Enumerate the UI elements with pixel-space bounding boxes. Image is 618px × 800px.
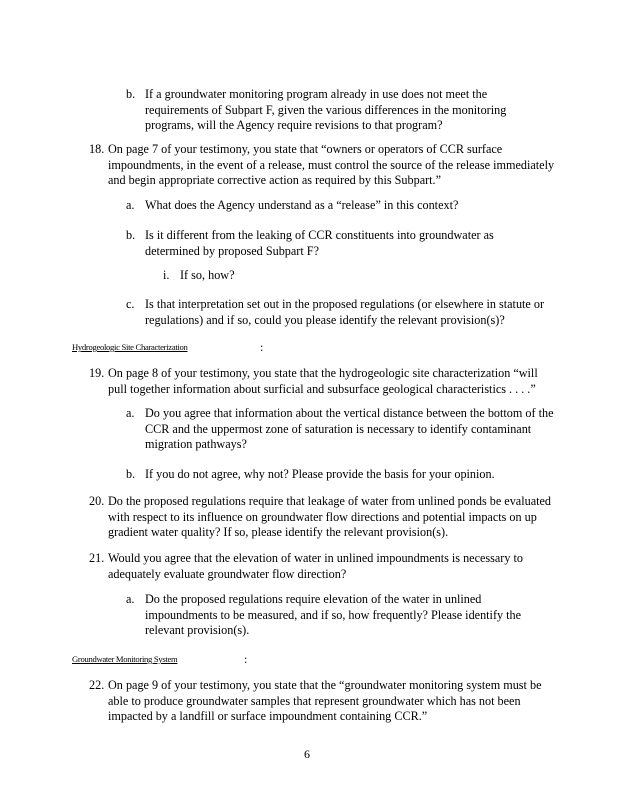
item-marker: a.: [126, 406, 135, 420]
item-20: [89, 494, 559, 541]
section-heading-hydrogeologic: Hydrogeologic Site Characterization: [72, 342, 188, 352]
item-marker: 18.: [89, 142, 105, 156]
item-marker: 22.: [89, 678, 105, 692]
item-text: If a groundwater monitoring program already in use does not meet the requirements of Subpart F, given the various differences in the monitoring programs, will the Agency require revisions to that program?: [145, 87, 507, 133]
item-18c: [126, 297, 556, 328]
item-text: Is it different from the leaking of CCR constituents into groundwater as determined by proposed Subpart F?: [145, 228, 494, 258]
item-marker: i.: [163, 268, 170, 282]
item-22: [89, 678, 559, 725]
section-heading-groundwater: Groundwater Monitoring System: [72, 654, 178, 664]
item-marker: 20.: [89, 494, 105, 508]
item-text: Do you agree that information about the vertical distance between the bottom of the CCR and the uppermost zone of saturation is necessary to identify contaminant migration pathways?: [145, 406, 554, 452]
item-19b: [126, 467, 546, 483]
item-text: On page 7 of your testimony, you state that “owners or operators of CCR surface impoundments, in the event of a release, must control the source of the release immediately and begin appropriate corrective action as required by this Subpart.”: [108, 142, 555, 188]
item-marker: b.: [126, 467, 136, 481]
item-17b: [126, 87, 526, 134]
item-text: If so, how?: [180, 268, 235, 282]
item-18a: [126, 198, 546, 214]
item-marker: a.: [126, 592, 135, 606]
item-18: [89, 142, 559, 189]
item-text: On page 9 of your testimony, you state that the “groundwater monitoring system must be able to produce groundwater samples that represent groundwater which has not been impacted by a landfill or surface impoundment containing CCR.”: [108, 678, 542, 724]
item-text: Would you agree that the elevation of water in unlined impoundments is necessary to adequately evaluate groundwater flow direction?: [108, 551, 523, 581]
section-heading-colon: :: [244, 652, 248, 666]
item-text: Do the proposed regulations require elevation of the water in unlined impoundments to be measured, and if so, how frequently? Please identify the relevant provision(s).: [145, 592, 522, 638]
item-18bi: [163, 268, 363, 284]
item-18b: [126, 228, 546, 259]
item-text: On page 8 of your testimony, you state that the hydrogeologic site characterization “will pull together information about surficial and subsurface geological characteristics . . . .”: [108, 366, 538, 396]
section-heading-colon: :: [260, 340, 264, 354]
item-19: [89, 366, 559, 397]
item-text: Do the proposed regulations require that leakage of water from unlined ponds be evaluated with respect to its influence on groundwater flow directions and potential impacts on up gradient water quality? If so, please identify the relevant provision(s).: [108, 494, 551, 540]
item-21a: [126, 592, 546, 639]
item-text: Is that interpretation set out in the proposed regulations (or elsewhere in statute or regulations) and if so, could you please identify the relevant provision(s)?: [145, 297, 545, 327]
item-19a: [126, 406, 554, 453]
item-21: [89, 551, 559, 582]
item-marker: b.: [126, 228, 136, 242]
item-text: If you do not agree, why not? Please provide the basis for your opinion.: [145, 467, 495, 481]
item-marker: a.: [126, 198, 135, 212]
item-text: What does the Agency understand as a “release” in this context?: [145, 198, 459, 212]
item-marker: 21.: [89, 551, 105, 565]
item-marker: b.: [126, 87, 136, 101]
page-number: 6: [304, 747, 310, 761]
item-marker: c.: [126, 297, 135, 311]
item-marker: 19.: [89, 366, 105, 380]
